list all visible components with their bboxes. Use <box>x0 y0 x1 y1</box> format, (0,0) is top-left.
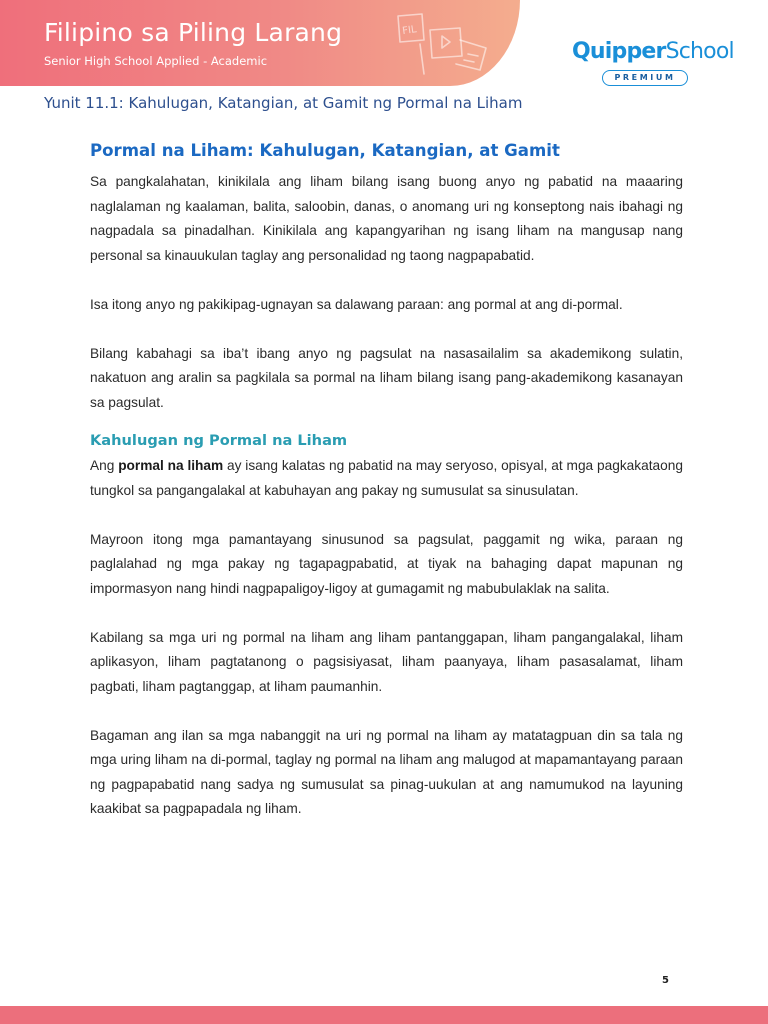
intro-paragraph-3: Bilang kabahagi sa iba’t ibang anyo ng pagsulat na nasasailalim sa akademikong sulatin, nakatuon ang aralin sa pagkilala sa pormal na liham bilang isang pang-akademikong kasanayan sa pagsulat. <box>90 345 683 410</box>
intro-paragraph-1: Sa pangkalahatan, kinikilala ang liham bilang isang buong anyo ng pabatid na maaaring naglalaman ng kaalaman, balita, saloobin, danas, o anomang uri ng konseptong nais ibahagi ng nagpadala sa pinadalhan. Kinikilala ang kapangyarihan ng isang liham na mangusap nang personal sa kinauukulan taglay ang personalidad ng taong nagpapabatid. <box>90 174 683 263</box>
brand-name-regular: School <box>665 39 734 64</box>
definition-term: pormal na liham <box>118 458 224 473</box>
brand-name-bold: Quipper <box>572 39 666 64</box>
course-subtitle: Senior High School Applied - Academic <box>44 54 268 68</box>
definition-prefix: Ang <box>90 458 119 473</box>
body-paragraph-3: Bagaman ang ilan sa mga nabanggit na uri ng pormal na liham ay matatagpuan din sa tala ng mga uring liham na di-pormal, taglay ng pormal na liham ang malugod at mapamantayang paraan ng pagpapabatid nang sadya ng sumusulat sa pinag-uukulan at ang namumukod na layuning kaakibat sa pagpapadala ng liham. <box>90 727 683 816</box>
footer-bar <box>0 1006 768 1024</box>
definition-suffix: ay isang kalatas ng pabatid na may seryoso, opisyal, at mga pagkakataong tungkol sa pangangalakal at kabuhayan ang pakay ng sumusulat sa sinusulatan. <box>90 458 683 498</box>
unit-title: Yunit 11.1: Kahulugan, Katangian, at Gamit ng Pormal na Liham <box>44 94 523 112</box>
page-number: 5 <box>662 975 669 986</box>
lesson-content <box>90 138 683 822</box>
main-heading: Pormal na Liham: Kahulugan, Katangian, at Gamit <box>90 141 560 160</box>
brand-name <box>572 38 742 66</box>
sub-heading: Kahulugan ng Pormal na Liham <box>90 432 348 449</box>
course-title: Filipino sa Piling Larang <box>44 18 343 47</box>
body-paragraph-1: Mayroon itong mga pamantayang sinusunod sa pagsulat, paggamit ng wika, paraan ng paglalahad ng mga pakay ng tagapagpabatid, at tiyak na bahaging dapat mapunan ng impormasyon nang hindi nagpapaligoy-ligoy at gumagamit ng mabubulaklak na salita. <box>90 531 683 596</box>
quipper-school-logo <box>572 38 742 88</box>
deco-label: FIL <box>401 24 418 38</box>
header-banner <box>0 0 520 86</box>
body-paragraph-2: Kabilang sa mga uri ng pormal na liham ang liham pantanggapan, liham pangangalakal, liham aplikasyon, liham pagtatanong o pagsisiyasat, liham paanyaya, liham pasasalamat, liham pagbati, liham pagtanggap, at liham paumanhin. <box>90 629 683 694</box>
intro-paragraph-2: Isa itong anyo ng pakikipag-ugnayan sa dalawang paraan: ang pormal at ang di-pormal. <box>90 296 623 312</box>
premium-badge: PREMIUM <box>602 70 688 86</box>
filipino-study-doodle-icon <box>390 10 500 80</box>
definition-paragraph <box>90 454 683 503</box>
